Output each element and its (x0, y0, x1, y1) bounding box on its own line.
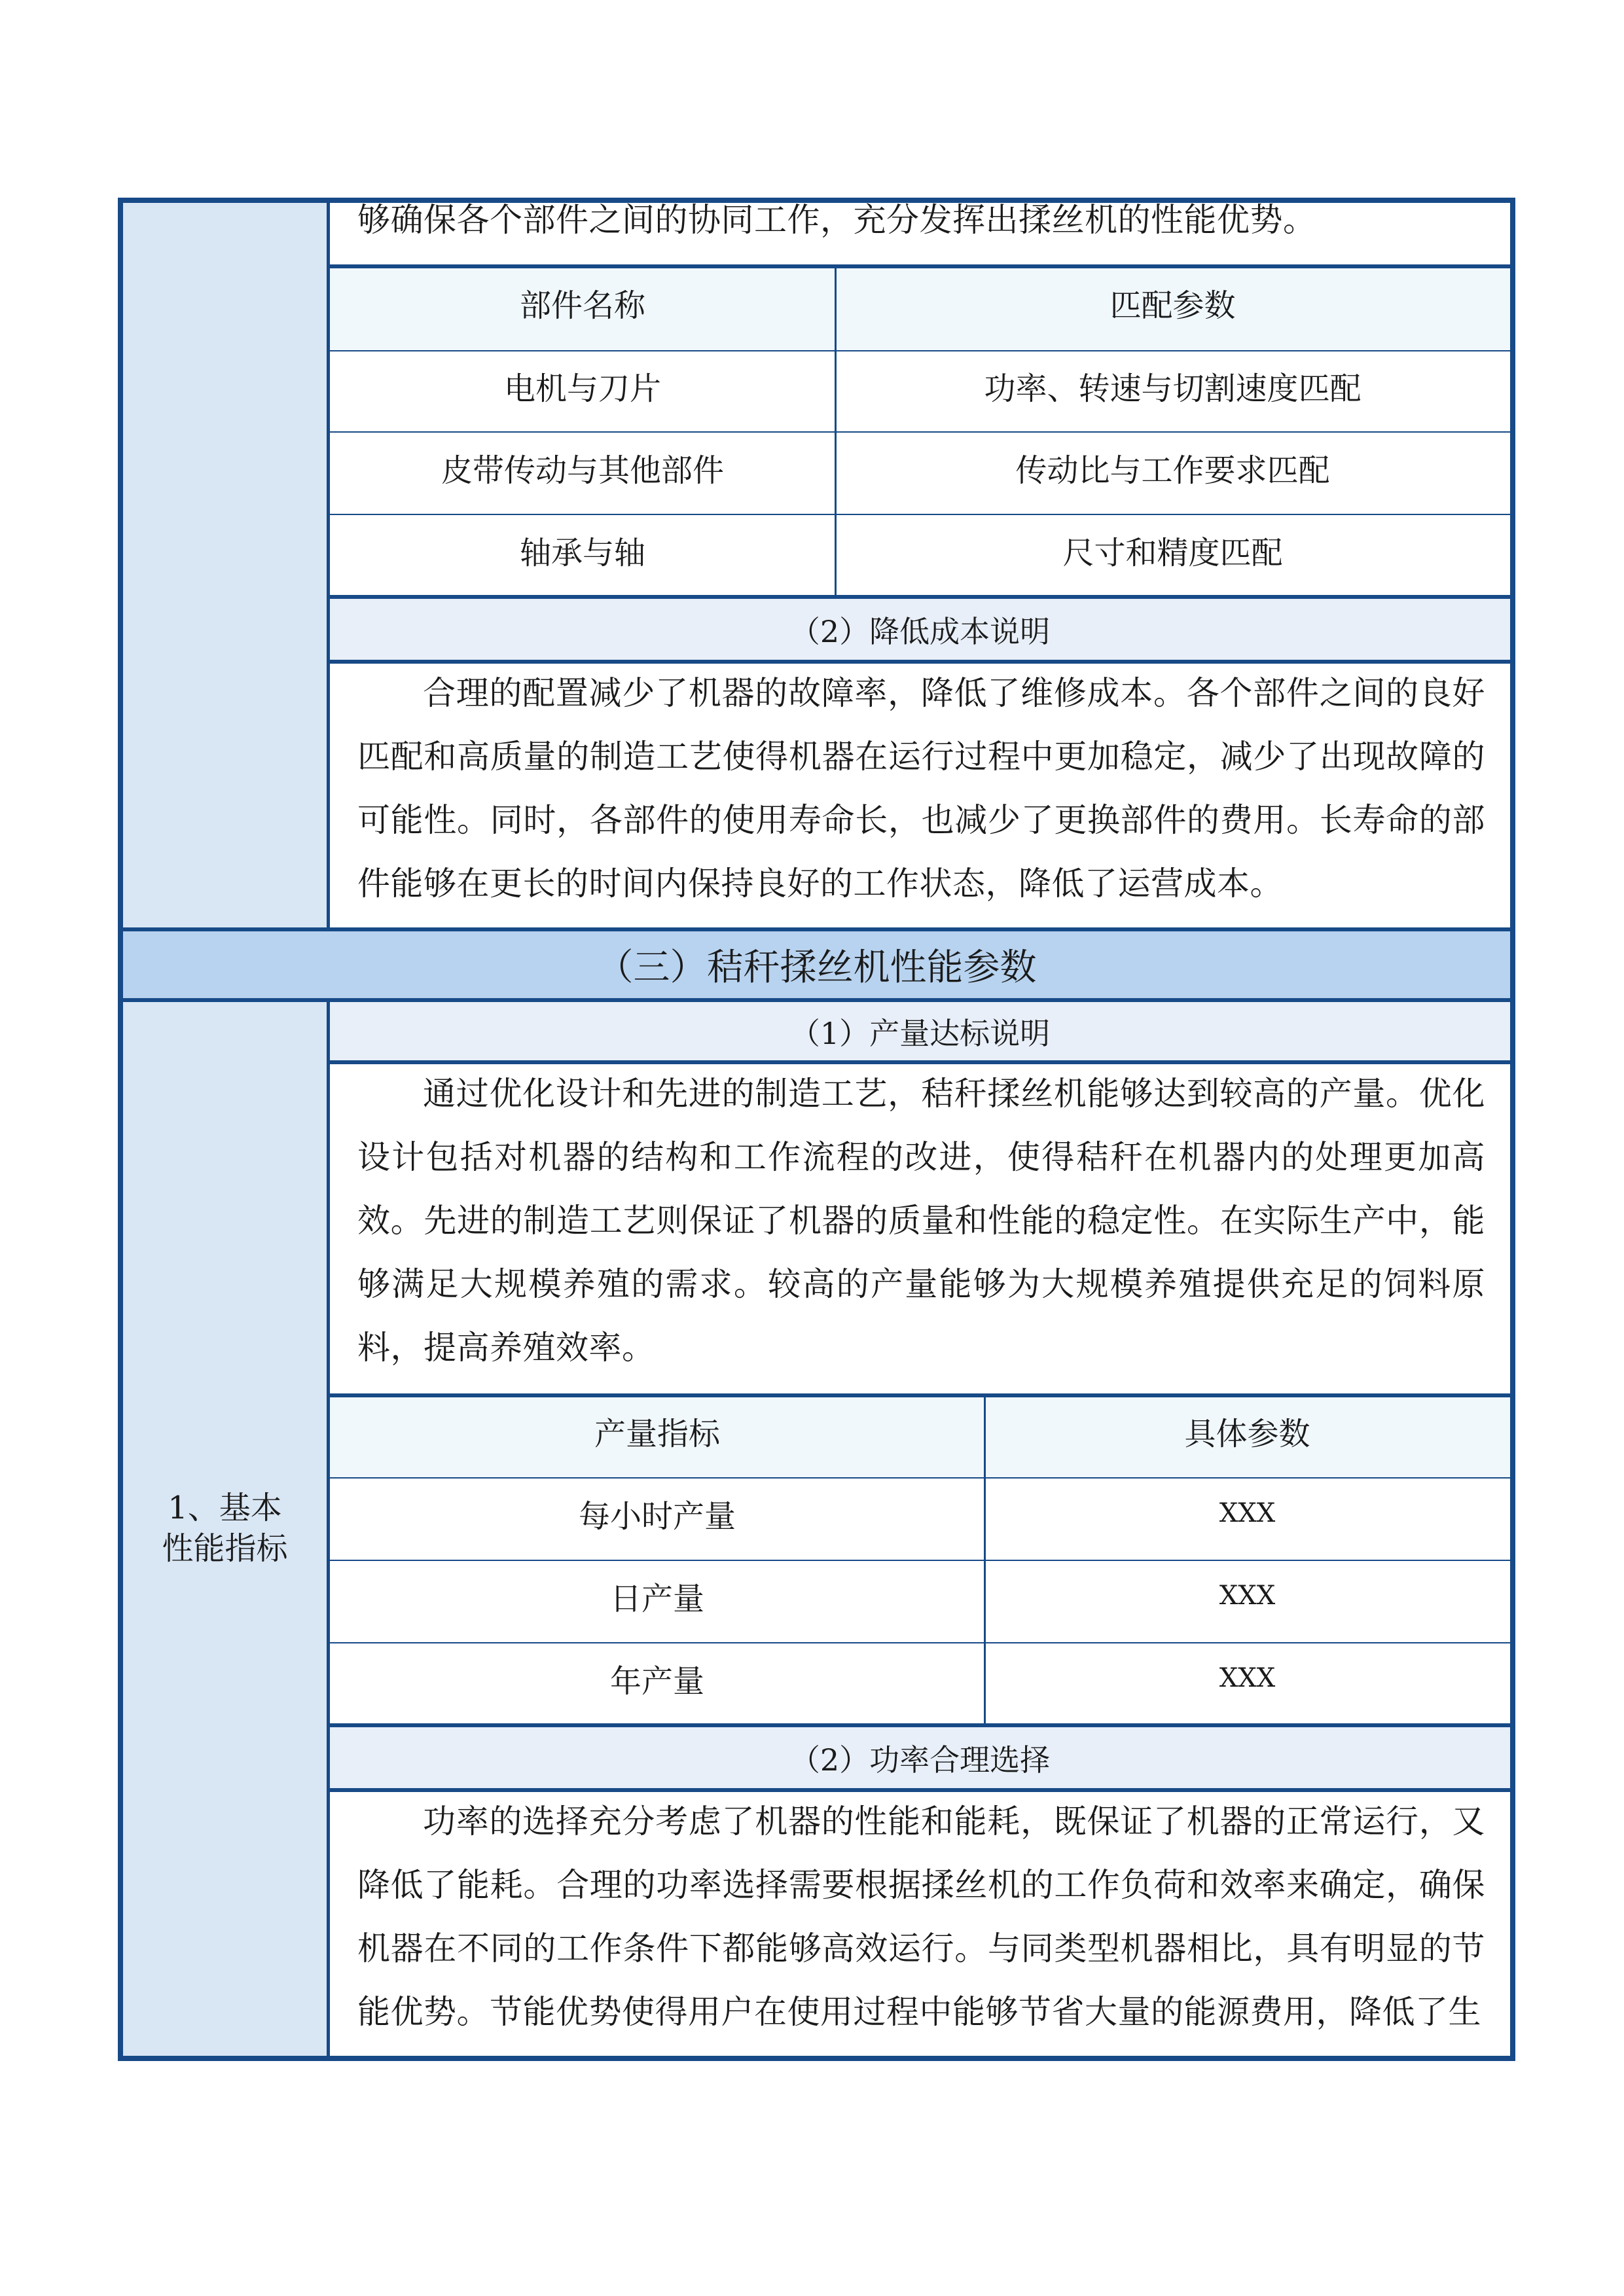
table1-row-2-param: 传动比与工作要求匹配 (1015, 452, 1330, 489)
divider (330, 595, 1510, 599)
divider (330, 514, 1510, 515)
table2-header-value: 具体参数 (984, 1395, 1510, 1478)
table1-row-3-name: 轴承与轴 (519, 534, 645, 571)
table2-header-metric: 产量指标 (330, 1395, 984, 1478)
left-column-top (123, 203, 330, 929)
column-divider (835, 266, 837, 597)
subheading-cost: （2）降低成本说明 (330, 597, 1510, 662)
subheading-output: （1）产量达标说明 (330, 1000, 1510, 1062)
table2-row-3-value: XXX (1219, 1663, 1276, 1693)
divider (330, 264, 1510, 268)
left-label: 1、基本性能指标 (162, 1489, 288, 1567)
continued-text: 够确保各个部件之间的协同工作，充分发挥出揉丝机的性能优势。 (357, 201, 1316, 239)
output-paragraph-text: 通过优化设计和先进的制造工艺，秸秆揉丝机能够达到较高的产量。优化设计包括对机器的结构和工作流程的改进，使得秸秆在机器内的处理更加高效。先进的制造工艺则保证了机器的质量和性能的稳定性。在实际生产中，能够满足大规模养殖的需求。较高的产量能够为大规模养殖提供充足的饲料原料，提高养殖效率。 (357, 1075, 1485, 1367)
table1-header-params: 匹配参数 (835, 266, 1510, 351)
subheading-power: （2）功率合理选择 (330, 1725, 1510, 1790)
divider (330, 431, 1510, 433)
left-label-cell (123, 1000, 330, 2056)
cost-paragraph (330, 662, 1510, 929)
divider (330, 1723, 1510, 1727)
cost-paragraph-text: 合理的配置减少了机器的故障率，降低了维修成本。各个部件之间的良好匹配和高质量的制造工艺使得机器在运行过程中更加稳定，减少了出现故障的可能性。同时，各部件的使用寿命长，也减少了更换部件的费用。长寿命的部件能够在更长的时间内保持良好的工作状态，降低了运营成本。 (357, 674, 1485, 903)
table2-row-2-metric: 日产量 (609, 1580, 704, 1617)
divider (330, 1560, 1510, 1561)
continued-paragraph (330, 198, 1510, 266)
table2-row-1-value: XXX (1219, 1498, 1276, 1528)
table2-row-3-metric: 年产量 (609, 1662, 704, 1700)
table1-row-1-name: 电机与刀片 (503, 370, 661, 407)
table2-row-2-value: XXX (1219, 1581, 1276, 1611)
divider (330, 1393, 1510, 1397)
table1-row-3-param: 尺寸和精度匹配 (1062, 534, 1283, 571)
section-title: （三）秸秆揉丝机性能参数 (123, 929, 1510, 1000)
divider (330, 1060, 1510, 1064)
power-paragraph (330, 1790, 1510, 2056)
table1-row-2-name: 皮带传动与其他部件 (441, 452, 724, 489)
divider (123, 927, 1510, 931)
divider (330, 660, 1510, 664)
divider (330, 1642, 1510, 1643)
output-paragraph (330, 1062, 1510, 1395)
divider (330, 1477, 1510, 1479)
divider (330, 350, 1510, 351)
table1-header-part-name: 部件名称 (330, 266, 835, 351)
table2-row-1-metric: 每小时产量 (578, 1498, 736, 1535)
table1-row-1-param: 功率、转速与切割速度匹配 (984, 370, 1362, 407)
power-paragraph-text: 功率的选择充分考虑了机器的性能和能耗，既保证了机器的正常运行，又降低了能耗。合理的功率选择需要根据揉丝机的工作负荷和效率来确定，确保机器在不同的工作条件下都能够高效运行。与同类型机器相比，具有明显的节能优势。节能优势使得用户在使用过程中能够节省大量的能源费用，降低了生 (357, 1803, 1485, 2031)
divider (123, 998, 1510, 1002)
column-divider (984, 1395, 986, 1725)
divider (330, 1788, 1510, 1792)
